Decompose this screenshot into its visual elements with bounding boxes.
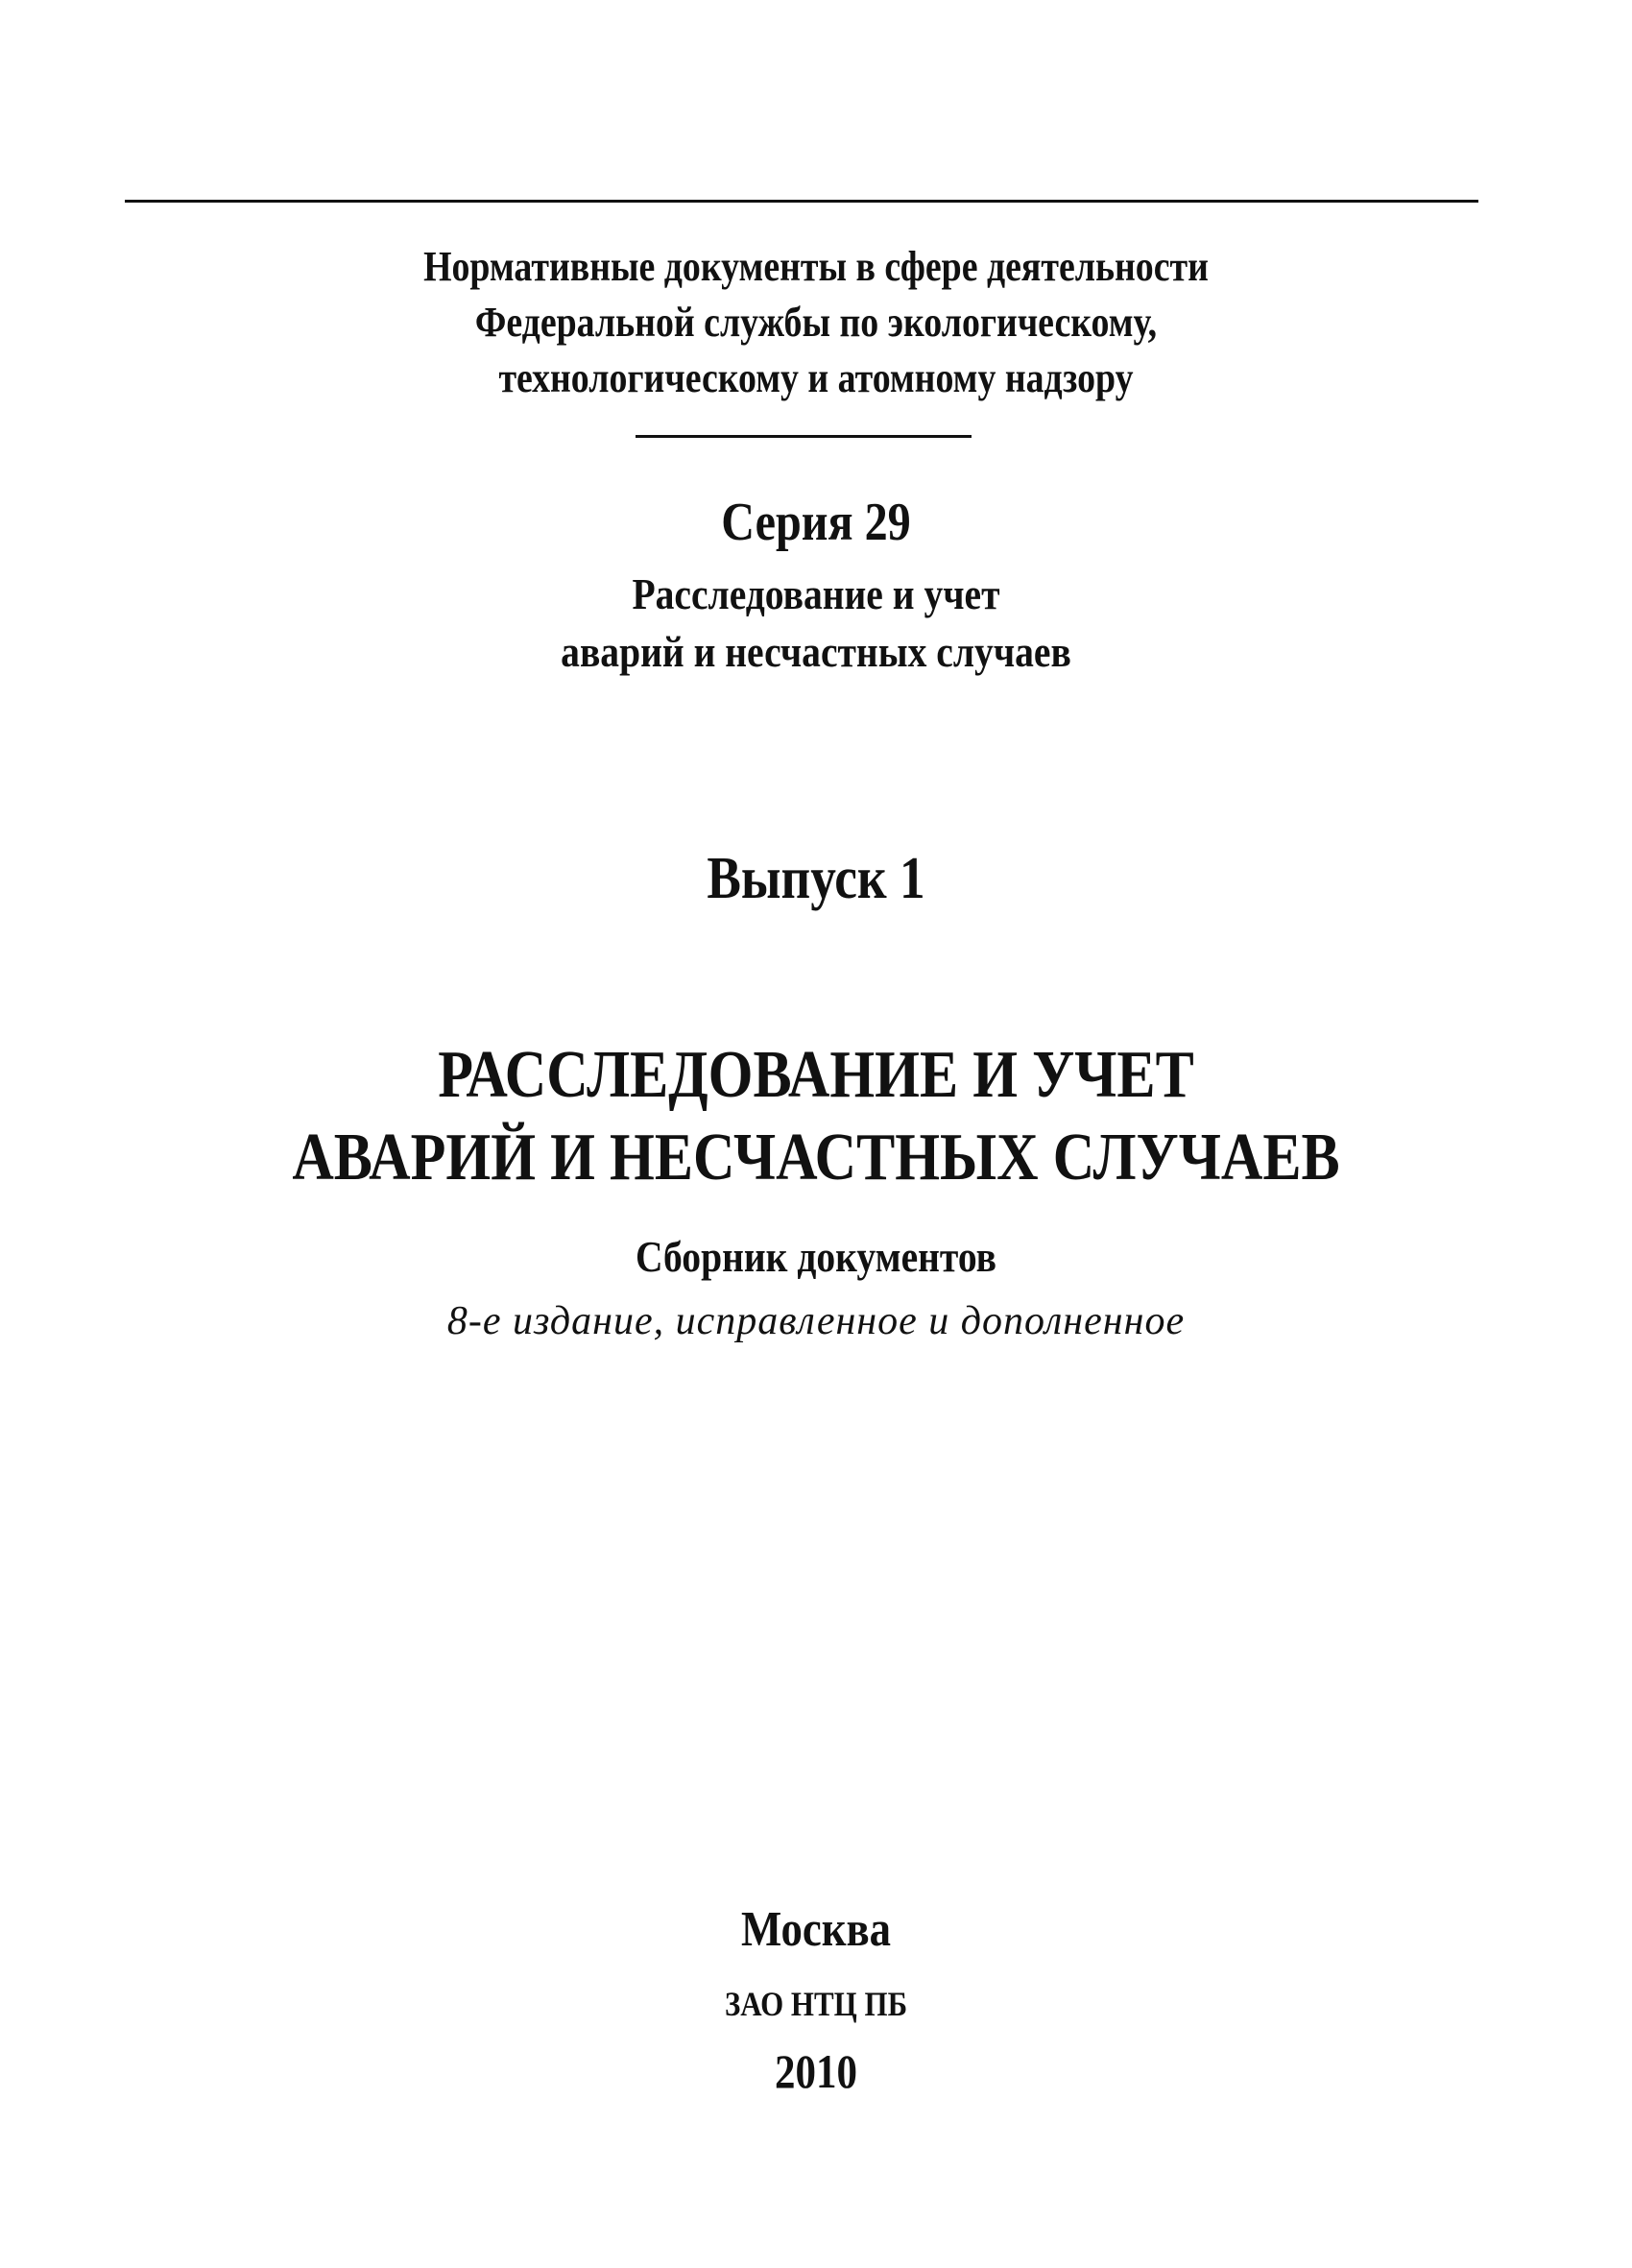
header-divider: [636, 435, 972, 438]
edition-note: 8-е издание, исправленное и дополненное: [446, 1299, 1186, 1343]
series-subtitle-line-2: аварий и несчастных случаев: [561, 627, 1071, 676]
main-title-line-1: РАССЛЕДОВАНИЕ И УЧЕТ: [438, 1038, 1194, 1112]
main-title-line-2: АВАРИЙ И НЕСЧАСТНЫХ СЛУЧАЕВ: [292, 1121, 1340, 1194]
imprint-city: Москва: [740, 1902, 892, 1957]
top-rule: [125, 200, 1478, 203]
issue-number: Выпуск 1: [707, 846, 925, 911]
collection-subtitle: Сборник документов: [635, 1232, 997, 1281]
header-line-1: Нормативные документы в сфере деятельности: [423, 243, 1209, 290]
series-title: Серия 29: [721, 493, 911, 552]
imprint-publisher: ЗАО НТЦ ПБ: [724, 1985, 908, 2023]
imprint-year: 2010: [775, 2044, 857, 2098]
header-line-2: Федеральной службы по экологическому,: [474, 299, 1158, 346]
series-subtitle-line-1: Расследование и учет: [632, 569, 1000, 618]
header-line-3: технологическому и атомному надзору: [498, 354, 1134, 401]
